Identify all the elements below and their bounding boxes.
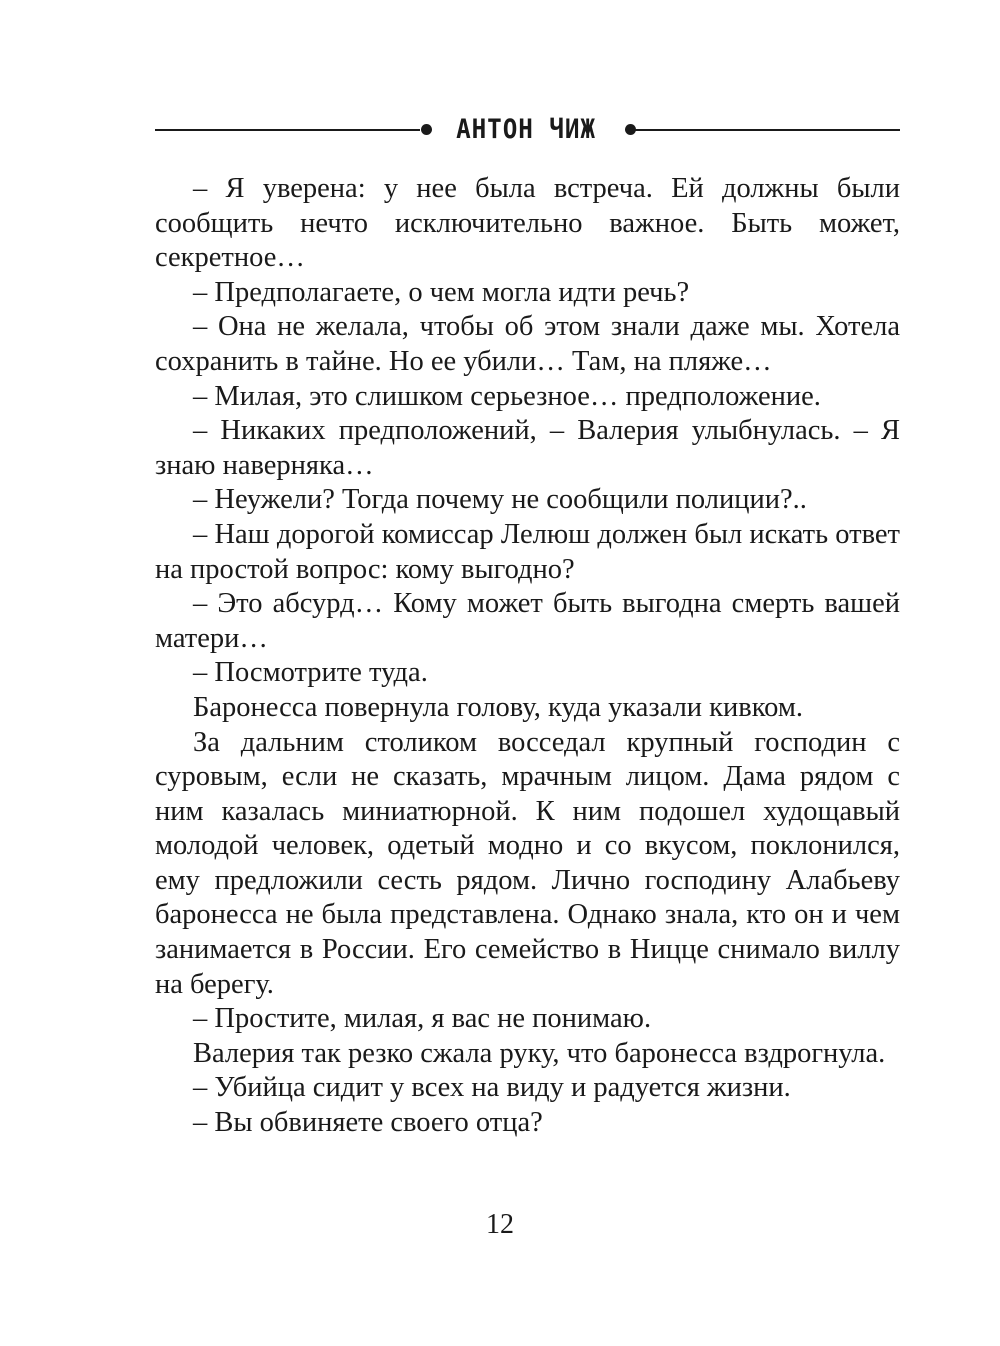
paragraph: – Посмотрите туда. xyxy=(193,657,428,689)
paragraph: – Это абсурд… Кому может быть выгодна смерть вашей матери… xyxy=(155,588,900,654)
header-rule-right xyxy=(630,129,900,131)
body-text xyxy=(155,172,900,1141)
paragraph: – Простите, милая, я вас не понимаю. xyxy=(193,1003,652,1035)
paragraph: Баронесса повернула голову, куда указали кивком. xyxy=(193,691,804,723)
paragraph: – Никаких предположений, – Валерия улыбнулась. – Я знаю наверняка… xyxy=(155,415,900,481)
paragraph: – Я уверена: у нее была встреча. Ей должны были сообщить нечто исключительно важное. Быть может, секретное… xyxy=(155,173,900,274)
paragraph: – Милая, это слишком серьезное… предположение. xyxy=(193,380,821,412)
header-rule-left xyxy=(155,129,420,131)
paragraph: – Наш дорогой комиссар Лелюш должен был искать ответ на простой вопрос: кому выгодно? xyxy=(155,518,900,585)
paragraph: – Вы обвиняете своего отца? xyxy=(193,1107,543,1139)
running-header xyxy=(155,112,900,148)
paragraph: – Она не желала, чтобы об этом знали даже мы. Хотела сохранить в тайне. Но ее убили… Там, на пляже… xyxy=(155,311,900,377)
header-ornament-dot-left xyxy=(421,124,432,135)
paragraph: За дальним столиком восседал крупный господин с суровым, если не сказать, мрачным лицом. Дама рядом с ним казалась миниатюрной. К ним подошел худощавый молодой человек, одетый модно и со вкусом, поклонился, ему предложили сесть рядом. Лично господину Алабьеву баронесса не была представлена. Однако знала, кто он и чем занимается в России. Его семейство в Ницце снимало виллу на берегу. xyxy=(155,726,900,1000)
page-number: 12 xyxy=(486,1209,514,1240)
paragraph: Валерия так резко сжала руку, что баронесса вздрогнула. xyxy=(193,1037,886,1069)
paragraph: – Неужели? Тогда почему не сообщили полиции?.. xyxy=(193,484,807,516)
header-author-name: АНТОН ЧИЖ xyxy=(456,114,596,145)
paragraph: – Убийца сидит у всех на виду и радуется жизни. xyxy=(193,1072,791,1104)
paragraph: – Предполагаете, о чем могла идти речь? xyxy=(193,276,690,308)
